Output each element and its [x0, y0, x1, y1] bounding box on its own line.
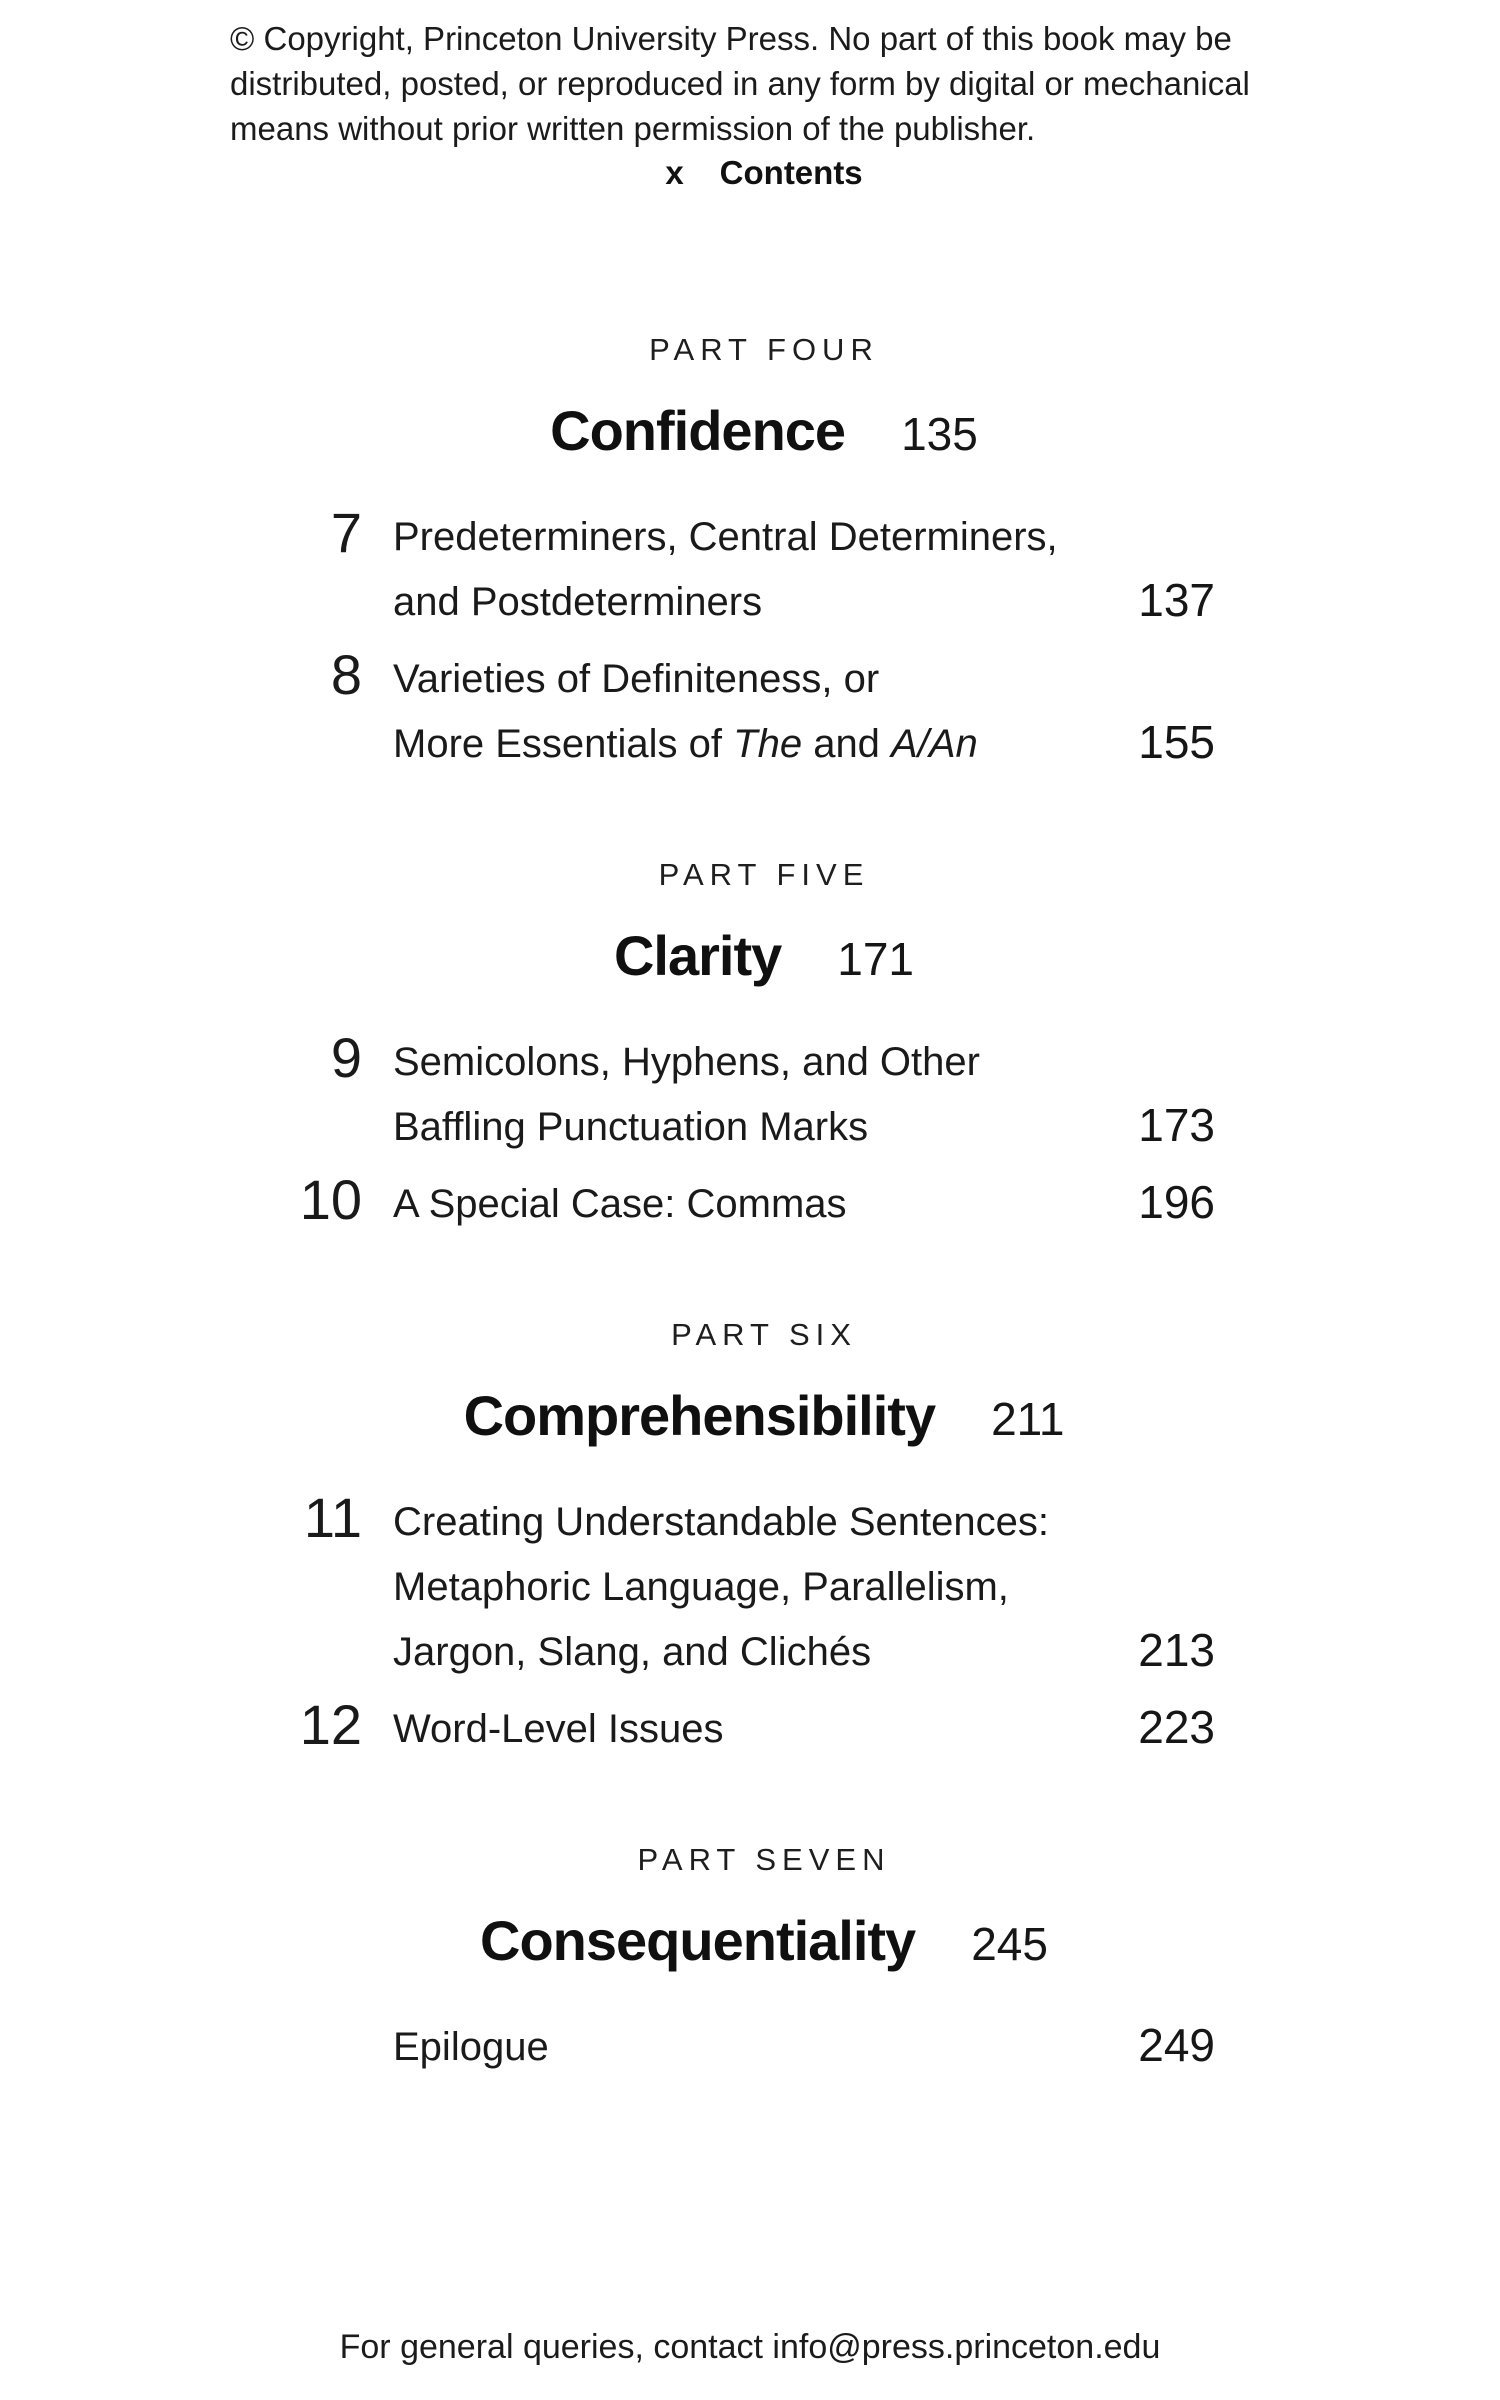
chapter-title-line: [393, 570, 1215, 635]
chapter-title-line: [393, 1490, 1215, 1555]
part-label: PART FOUR: [649, 332, 879, 367]
copyright-line: distributed, posted, or reproduced in any form by digital or mechanical: [230, 65, 1250, 102]
title-segment: Jargon, Slang, and Clichés: [393, 1630, 872, 1674]
chapter-title: [393, 2015, 1215, 2080]
chapter-title-line: [393, 1095, 1215, 1160]
part-heading: [14, 1381, 1500, 1466]
toc-entry: [330, 643, 1215, 777]
copyright-line: © Copyright, Princeton University Press. No part of this book may be: [230, 20, 1232, 57]
toc-entry: [299, 1693, 1215, 1762]
part-page-number: 171: [837, 933, 915, 985]
chapter-title-line: [393, 1620, 1215, 1685]
toc-entry: [330, 1026, 1215, 1160]
chapter-number: 11: [303, 1486, 362, 1549]
footer-contact: For general queries, contact info@press.princeton.edu: [339, 2328, 1161, 2366]
title-segment: Baffling Punctuation Marks: [393, 1105, 869, 1149]
toc-entry: [330, 501, 1215, 635]
chapter-title-line: [393, 1030, 1215, 1095]
chapter-page-number: 196: [1138, 1176, 1215, 1228]
toc-entry: [303, 1486, 1215, 1685]
entry-list: [0, 1486, 1500, 1762]
title-segment: and: [802, 722, 892, 766]
part-section: [0, 330, 1500, 777]
part-section: [0, 1315, 1500, 1762]
title-segment: A/An: [891, 722, 978, 766]
chapter-page-number: 223: [1138, 1701, 1215, 1753]
toc-entry: [299, 1168, 1215, 1237]
part-heading: [14, 396, 1500, 481]
title-segment: Varieties of Definiteness, or: [393, 657, 880, 701]
entry-list: [0, 501, 1500, 777]
part-label: PART SIX: [671, 1317, 857, 1352]
running-head: [14, 150, 1500, 195]
chapter-title-line: [393, 1172, 1215, 1237]
chapter-page-number: 137: [1138, 574, 1215, 626]
part-section: [0, 1840, 1500, 2080]
part-heading: [14, 921, 1500, 1006]
title-segment: Creating Understandable Sentences:: [393, 1500, 1049, 1544]
chapter-title: [393, 1697, 1215, 1762]
title-segment: Word-Level Issues: [393, 1707, 724, 1751]
chapter-title-line: [393, 1555, 1215, 1620]
chapter-number: 8: [330, 643, 362, 706]
part-page-number: 245: [971, 1918, 1048, 1970]
chapter-title: [393, 1172, 1215, 1237]
chapter-title: [393, 647, 1215, 777]
chapter-title-line: [393, 1697, 1215, 1762]
toc-entry: [393, 2015, 1215, 2080]
part-title: Comprehensibility: [463, 1384, 936, 1447]
title-segment: Metaphoric Language, Parallelism,: [393, 1565, 1009, 1609]
copyright-notice: [230, 16, 1250, 151]
part-section: [0, 855, 1500, 1237]
title-segment: and Postdeterminers: [393, 580, 763, 624]
chapter-page-number: 249: [1138, 2019, 1215, 2071]
table-of-contents: [0, 330, 1500, 2080]
chapter-title: [393, 1490, 1215, 1685]
chapter-title: [393, 1030, 1215, 1160]
title-segment: Semicolons, Hyphens, and Other: [393, 1040, 980, 1084]
folio-page-number: x: [665, 154, 684, 191]
part-heading: [14, 1906, 1500, 1991]
title-segment: More Essentials of: [393, 722, 734, 766]
title-segment: Epilogue: [393, 2025, 549, 2069]
chapter-number: 7: [330, 501, 362, 564]
part-title: Confidence: [550, 399, 846, 462]
title-segment: The: [733, 722, 803, 766]
part-page-number: 211: [991, 1393, 1065, 1445]
running-head-title: Contents: [719, 154, 863, 191]
chapter-number: 12: [299, 1693, 362, 1756]
chapter-title-line: [393, 505, 1215, 570]
chapter-title-line: [393, 712, 1215, 777]
copyright-line: means without prior written permission of the publisher.: [230, 110, 1036, 147]
entry-list: [0, 2015, 1500, 2080]
chapter-number: 9: [330, 1026, 362, 1089]
chapter-title-line: [393, 647, 1215, 712]
part-title: Consequentiality: [480, 1909, 916, 1972]
chapter-page-number: 173: [1138, 1099, 1215, 1151]
entry-list: [0, 1026, 1500, 1237]
part-page-number: 135: [901, 408, 978, 460]
part-label: PART FIVE: [658, 857, 870, 892]
chapter-page-number: 213: [1138, 1624, 1215, 1676]
title-segment: Predeterminers, Central Determiners,: [393, 515, 1058, 559]
title-segment: A Special Case: Commas: [393, 1182, 847, 1226]
chapter-title: [393, 505, 1215, 635]
part-label: PART SEVEN: [637, 1842, 891, 1877]
chapter-page-number: 155: [1138, 716, 1215, 768]
part-title: Clarity: [613, 924, 782, 987]
chapter-title-line: [393, 2015, 1215, 2080]
chapter-number: 10: [299, 1168, 362, 1231]
